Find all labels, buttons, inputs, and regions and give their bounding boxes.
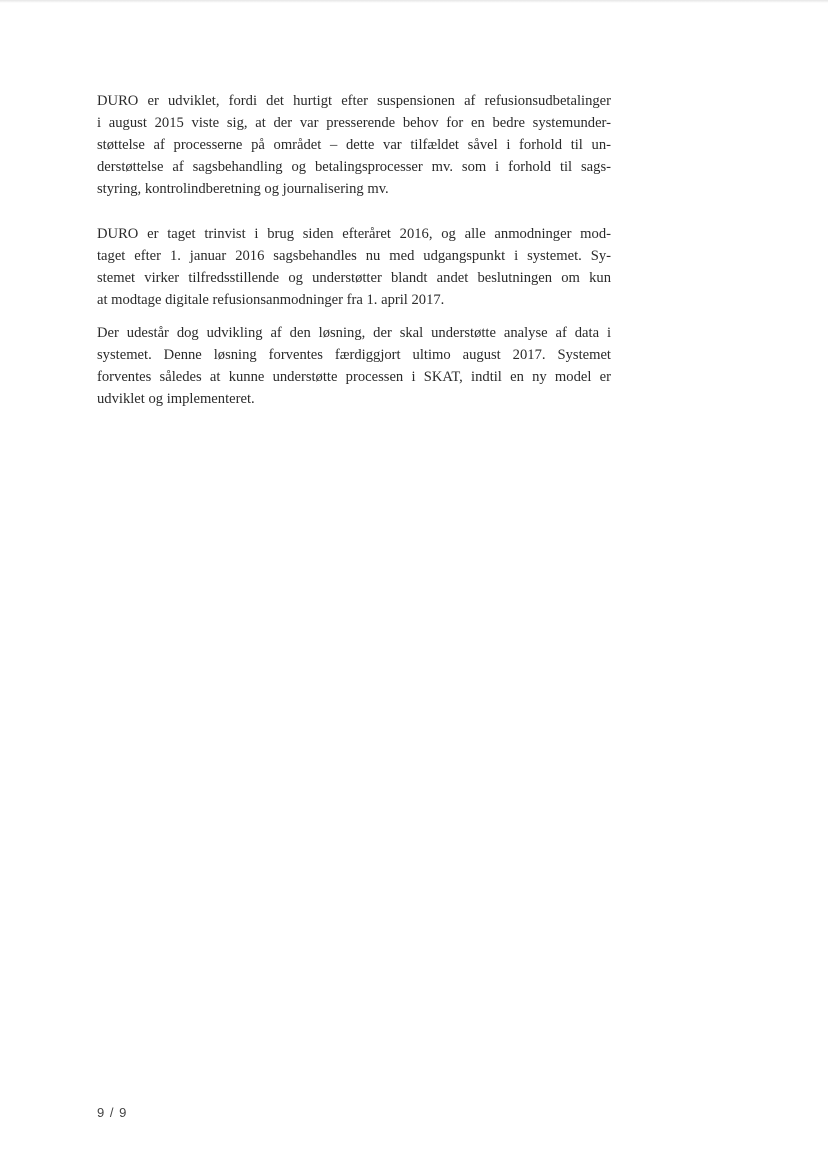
text-line: støttelse af processerne på området – dette var tilfældet såvel i forhold til un-	[97, 137, 611, 153]
text-line: DURO er taget trinvist i brug siden efteråret 2016, og alle anmodninger mod-	[97, 226, 611, 242]
text-line: stemet virker tilfredsstillende og understøtter blandt andet beslutningen om kun	[97, 270, 611, 286]
paragraph-duro-development	[97, 90, 611, 200]
text-line: systemet. Denne løsning forventes færdiggjort ultimo august 2017. Systemet	[97, 347, 611, 363]
text-line: Der udestår dog udvikling af den løsning, der skal understøtte analyse af data i	[97, 325, 611, 341]
text-line: styring, kontrolindberetning og journalisering mv.	[97, 181, 389, 197]
text-line: udviklet og implementeret.	[97, 391, 255, 407]
text-line: derstøttelse af sagsbehandling og betalingsprocesser mv. som i forhold til sags-	[97, 159, 611, 175]
page-top-edge	[0, 0, 828, 3]
text-line: forventes således at kunne understøtte processen i SKAT, indtil en ny model er	[97, 369, 611, 385]
body-text	[97, 90, 611, 410]
text-line: at modtage digitale refusionsanmodninger fra 1. april 2017.	[97, 292, 445, 308]
text-line: i august 2015 viste sig, at der var presserende behov for en bedre systemunder-	[97, 115, 611, 131]
text-line: taget efter 1. januar 2016 sagsbehandles nu med udgangspunkt i systemet. Sy-	[97, 248, 611, 264]
text-line: DURO er udviklet, fordi det hurtigt efter suspensionen af refusionsudbetalinger	[97, 93, 611, 109]
paragraph-remaining-development	[97, 322, 611, 410]
page-number: 9 / 9	[97, 1105, 128, 1120]
paragraph-duro-rollout	[97, 223, 611, 311]
